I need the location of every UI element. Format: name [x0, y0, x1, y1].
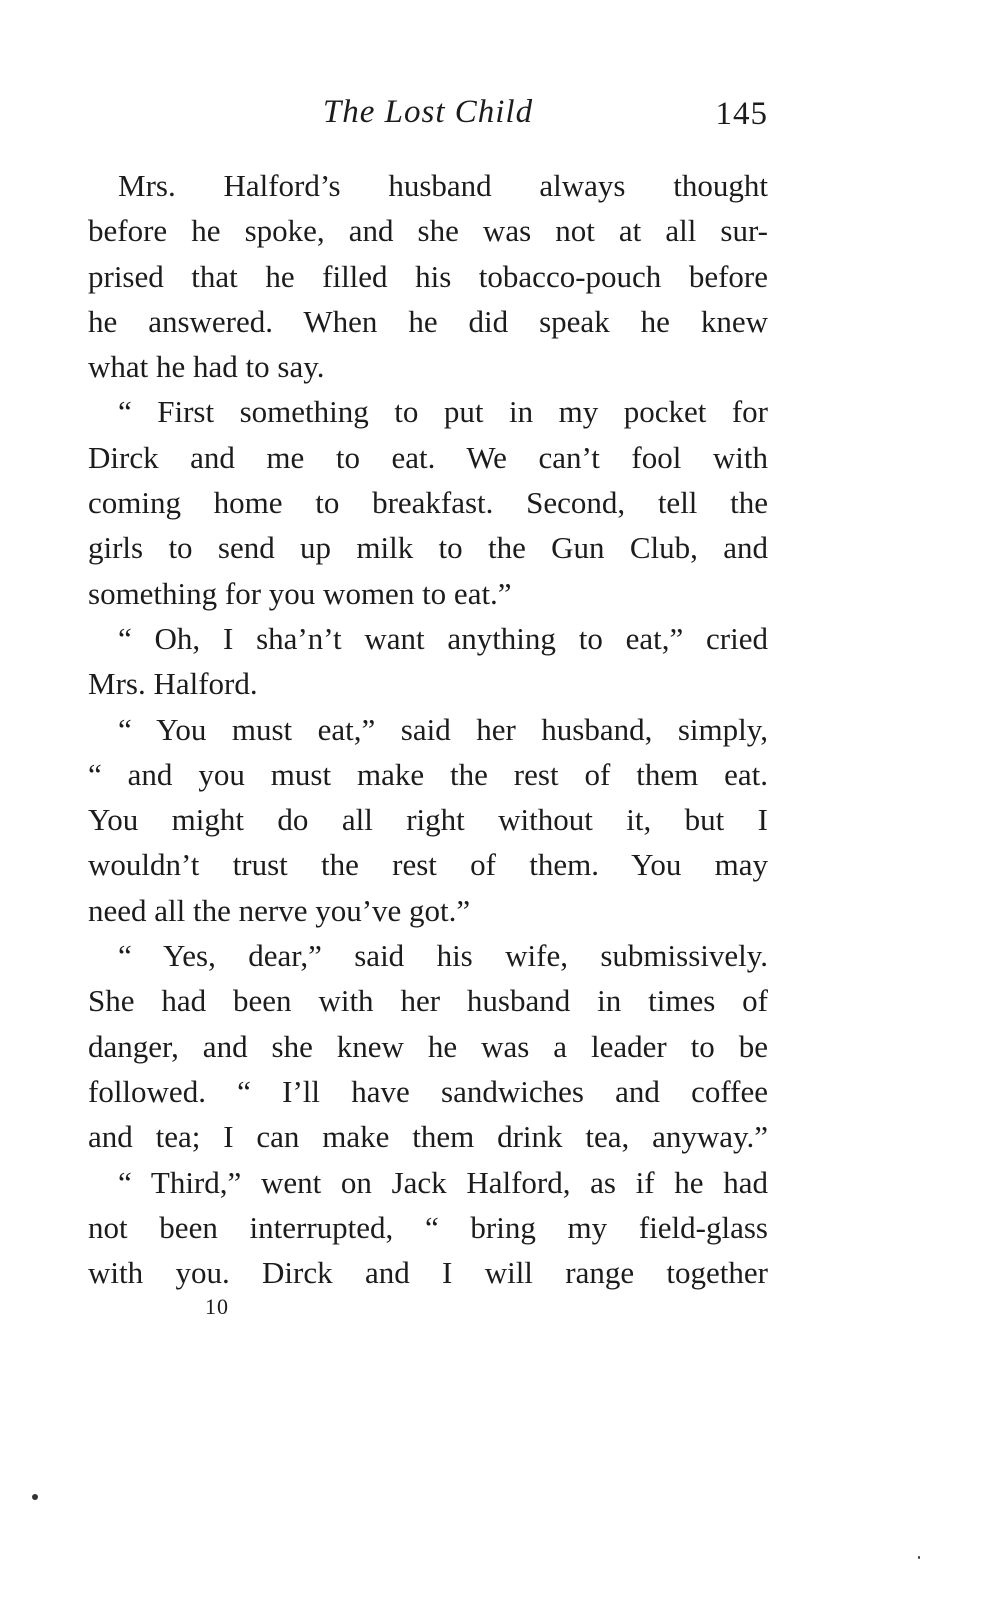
text-line: prised that he filled his tobacco-pouch before: [88, 258, 768, 294]
text-line: “ Oh, I sha’n’t want anything to eat,” cried: [118, 620, 768, 656]
text-line: he answered. When he did speak he knew: [88, 303, 768, 339]
text-line: what he had to say.: [88, 349, 325, 385]
text-line: danger, and she knew he was a leader to be: [88, 1028, 768, 1064]
body-text: [88, 163, 768, 1295]
text-line: and tea; I can make them drink tea, anyway.”: [88, 1119, 768, 1155]
text-line: Dirck and me to eat. We can’t fool with: [88, 439, 768, 475]
text-line: something for you women to eat.”: [88, 575, 512, 611]
text-line: “ First something to put in my pocket for: [118, 394, 768, 430]
text-line: before he spoke, and she was not at all sur-: [88, 213, 768, 249]
text-line: Mrs. Halford.: [88, 666, 258, 702]
text-line: “ and you must make the rest of them eat.: [88, 756, 768, 792]
ink-speck: [32, 1494, 38, 1500]
signature-mark: 10: [205, 1294, 229, 1319]
text-line: coming home to breakfast. Second, tell the: [88, 485, 768, 521]
text-line: followed. “ I’ll have sandwiches and coffee: [88, 1073, 768, 1109]
text-line: “ You must eat,” said her husband, simply,: [118, 711, 768, 747]
text-line: You might do all right without it, but I: [88, 802, 768, 838]
text-line: with you. Dirck and I will range together: [88, 1255, 768, 1291]
text-line: Mrs. Halford’s husband always thought: [118, 168, 768, 203]
running-head: [88, 92, 768, 136]
chapter-title: The Lost Child: [322, 94, 534, 130]
text-line: wouldn’t trust the rest of them. You may: [88, 847, 768, 883]
text-line: need all the nerve you’ve got.”: [88, 892, 471, 928]
page-number: 145: [715, 96, 768, 132]
text-line: girls to send up milk to the Gun Club, and: [88, 530, 768, 566]
text-line: not been interrupted, “ bring my field-glass: [88, 1209, 768, 1245]
text-line: “ Third,” went on Jack Halford, as if he had: [118, 1164, 768, 1200]
ink-speck: [918, 1556, 920, 1559]
text-line: She had been with her husband in times of: [88, 983, 768, 1019]
text-line: “ Yes, dear,” said his wife, submissively.: [118, 938, 768, 974]
